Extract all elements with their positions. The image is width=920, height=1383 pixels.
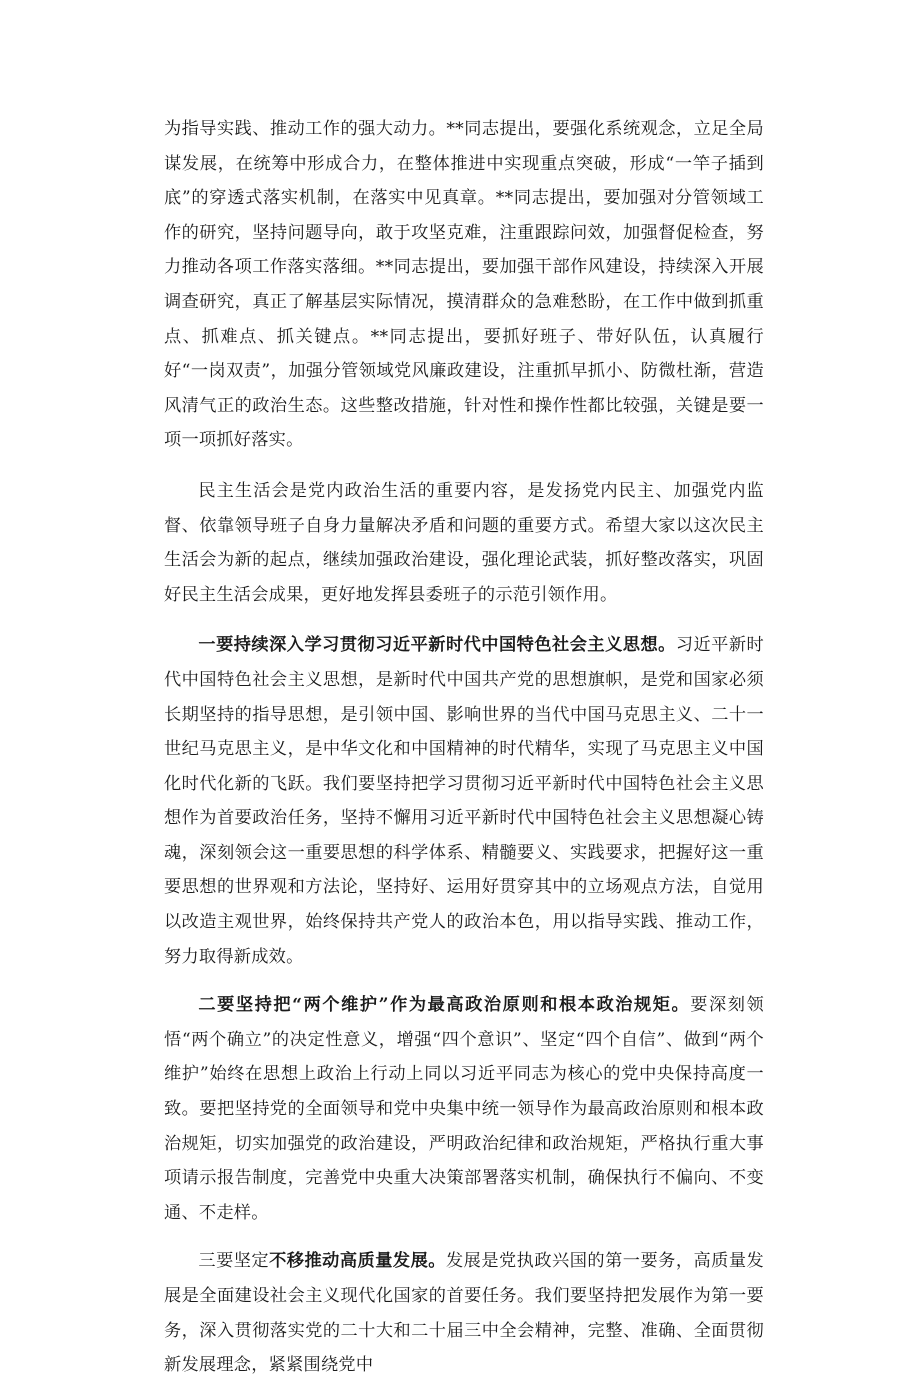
paragraph-democratic-life-meeting (164, 474, 764, 612)
paragraph-heading: 二要坚持把“两个维护”作为最高政治原则和根本政治规矩。 (198, 995, 691, 1016)
paragraph-text: 民主生活会是党内政治生活的重要内容，是发扬党内民主、加强党内监督、依靠领导班子自身力量解决矛盾和问题的重要方式。希望大家以这次民主生活会为新的起点，继续加强政治建设，强化理论武装，抓好整改落实，巩固好民主生活会成果，更好地发挥县委班子的示范引领作用。 (164, 480, 764, 605)
paragraph-point-two (164, 988, 764, 1230)
paragraph-text: 发展是党执政兴国的第一要务，高质量发展是全面建设社会主义现代化国家的首要任务。我们要坚持把发展作为第一要务，深入贯彻落实党的二十大和二十届三中全会精神，完整、准确、全面贯彻新发展理念，紧紧围绕党中 (164, 1251, 764, 1376)
paragraph-point-three (164, 1244, 764, 1382)
paragraph-heading: 一要持续深入学习贯彻习近平新时代中国特色社会主义思想。 (198, 635, 676, 656)
paragraph-text: 要深刻领悟“两个确立”的决定性意义，增强“四个意识”、坚定“四个自信”、做到“两个维护”始终在思想上政治上行动上同以习近平同志为核心的党中央保持高度一致。要把坚持党的全面领导和党中央集中统一领导作为最高政治原则和根本政治规矩，切实加强党的政治建设，严明政治纪律和政治规矩，严格执行重大事项请示报告制度，完善党中央重大决策部署落实机制，确保执行不偏向、不变通、不走样。 (164, 995, 764, 1223)
paragraph-text: 习近平新时代中国特色社会主义思想，是新时代中国共产党的思想旗帜，是党和国家必须长期坚持的指导思想，是引领中国、影响世界的当代中国马克思主义、二十一世纪马克思主义，是中华文化和中国精神的时代精华，实现了马克思主义中国化时代化新的飞跃。我们要坚持把学习贯彻习近平新时代中国特色社会主义思想作为首要政治任务，坚持不懈用习近平新时代中国特色社会主义思想凝心铸魂，深刻领会这一重要思想的科学体系、精髓要义、实践要求，把握好这一重要思想的世界观和方法论，坚持好、运用好贯穿其中的立场观点方法，自觉用以改造主观世界，始终保持共产党人的政治本色，用以指导实践、推动工作，努力取得新成效。 (164, 635, 764, 967)
document-page (164, 112, 764, 1383)
paragraph-text: 为指导实践、推动工作的强大动力。**同志提出，要强化系统观念，立足全局谋发展，在统筹中形成合力，在整体推进中实现重点突破，形成“一竿子插到底”的穿透式落实机制，在落实中见真章。**同志提出，要加强对分管领域工作的研究，坚持问题导向，敢于攻坚克难，注重跟踪问效，加强督促检查，努力推动各项工作落实落细。**同志提出，要加强干部作风建设，持续深入开展调查研究，真正了解基层实际情况，摸清群众的急难愁盼，在工作中做到抓重点、抓难点、抓关键点。**同志提出，要抓好班子、带好队伍，认真履行好“一岗双责”，加强分管领域党风廉政建设，注重抓早抓小、防微杜渐，营造风清气正的政治生态。这些整改措施，针对性和操作性都比较强，关键是要一项一项抓好落实。 (164, 119, 764, 451)
paragraph-point-one (164, 628, 764, 974)
paragraph-heading: 不移推动高质量发展。 (269, 1251, 446, 1272)
paragraph-rectification-measures (164, 112, 764, 458)
paragraph-heading-plain: 三要坚定 (198, 1251, 270, 1272)
